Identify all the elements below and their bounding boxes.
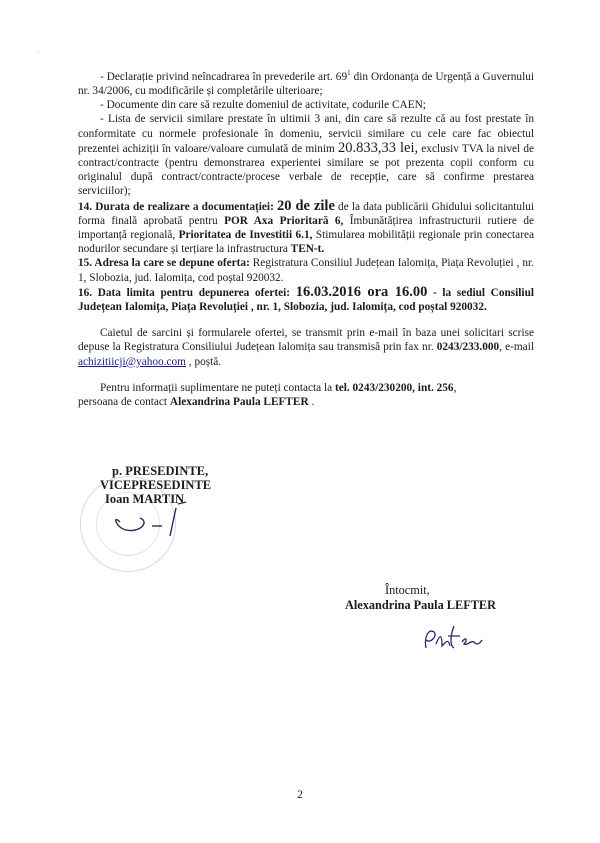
document-body bbox=[78, 66, 534, 409]
contact-paragraph: Pentru informații suplimentare ne puteți contacta la tel. 0243/230200, int. 256, bbox=[100, 381, 457, 394]
fax-number: 0243/233.000 bbox=[436, 341, 500, 354]
section-14: 14. Durata de realizare a documentației: 20 de zile de la data publicării Ghidului solicitantului forma finală aprobată pentru POR Axa Prioritară 6, Îmbunătățirea infrastructurii rutiere de importanță regională, Prioritatea de Investitii 6.1, Stimularea mobilității regionale prin conectarea nodurilor secundare și terțiare la infrastructura TEN-t. bbox=[78, 197, 534, 256]
section-15: 15. Adresa la care se depune oferta: Registratura Consiliul Județean Ialomița, Piața Revoluției , nr. 1, Slobozia, jud. Ialomița, cod poștal 920032. bbox=[78, 257, 534, 284]
services-list-item: - Lista de servicii similare prestate în ultimii 3 ani, din care să rezulte că au fost prestate în conformitate cu normele profesionale în domeniu, servicii similare cu cele care fac obiectul prezentei achiziții în valoare/valoare cumulată de minim 20.833,33 lei, exclusiv TVA la nivel de contract/contracte (pentru demonstrarea experientei similare se pot prezenta copii conform cu originalul după contract/contracte/procese verbale de recepție, care să confirme prestarea serviciilor); bbox=[78, 113, 534, 198]
section-16: 16. Data limita pentru depunerea ofertei: 16.03.2016 ora 16.00 - la sediul Consiliul Județean Ialomița, Piața Revoluției , nr. 1, Slobozia, jud. Ialomița, cod poștal 920032. bbox=[78, 283, 534, 314]
duration-days: 20 de zile bbox=[277, 197, 335, 214]
page-number: 2 bbox=[297, 789, 303, 801]
email-link[interactable]: achizitiicji@yahoo.com bbox=[78, 355, 186, 368]
prepared-by-name: Alexandrina Paula LEFTER bbox=[345, 598, 497, 612]
prepared-by-label: Întocmit, bbox=[385, 583, 430, 597]
minimum-value: 20.833,33 lei, bbox=[338, 139, 419, 156]
contact-person-line: persoana de contact Alexandrina Paula LEFTER . bbox=[78, 396, 315, 409]
signatory-name: Ioan MARTIN bbox=[105, 492, 185, 506]
declaration-item: - Declarație privind neîncadrarea în prevederile art. $69^1$ din Ordonanța de Urgență a Guvernului nr. 34/2006, cu modificările și completările ulterioare; bbox=[78, 69, 534, 97]
documents-item: - Documente din care să rezulte domeniul de activitate, codurile CAEN; bbox=[100, 99, 426, 112]
signature-martin-icon bbox=[106, 500, 196, 540]
signature-lefter-icon bbox=[420, 618, 490, 658]
signatory-role: VICEPRESEDINTE bbox=[100, 478, 212, 492]
contact-person: Alexandrina Paula LEFTER bbox=[169, 396, 309, 409]
deadline-date: 16.03.2016 ora 16.00 bbox=[295, 283, 428, 300]
prepared-by-block bbox=[345, 583, 496, 613]
scan-mark: . bbox=[37, 44, 40, 54]
caiet-paragraph: Caietul de sarcini și formularele ofertei, se transmit prin e-mail în baza unei solicitari scrise depuse la Registratura Consiliului Județean Ialomița sau transmisă prin fax nr. 0243/233.000, e-mail achizitiicji@yahoo.com , poștă. bbox=[78, 327, 534, 368]
phone-number: tel. 0243/230200, int. 256 bbox=[334, 381, 454, 394]
signatory-title: p. PRESEDINTE, bbox=[112, 464, 209, 478]
